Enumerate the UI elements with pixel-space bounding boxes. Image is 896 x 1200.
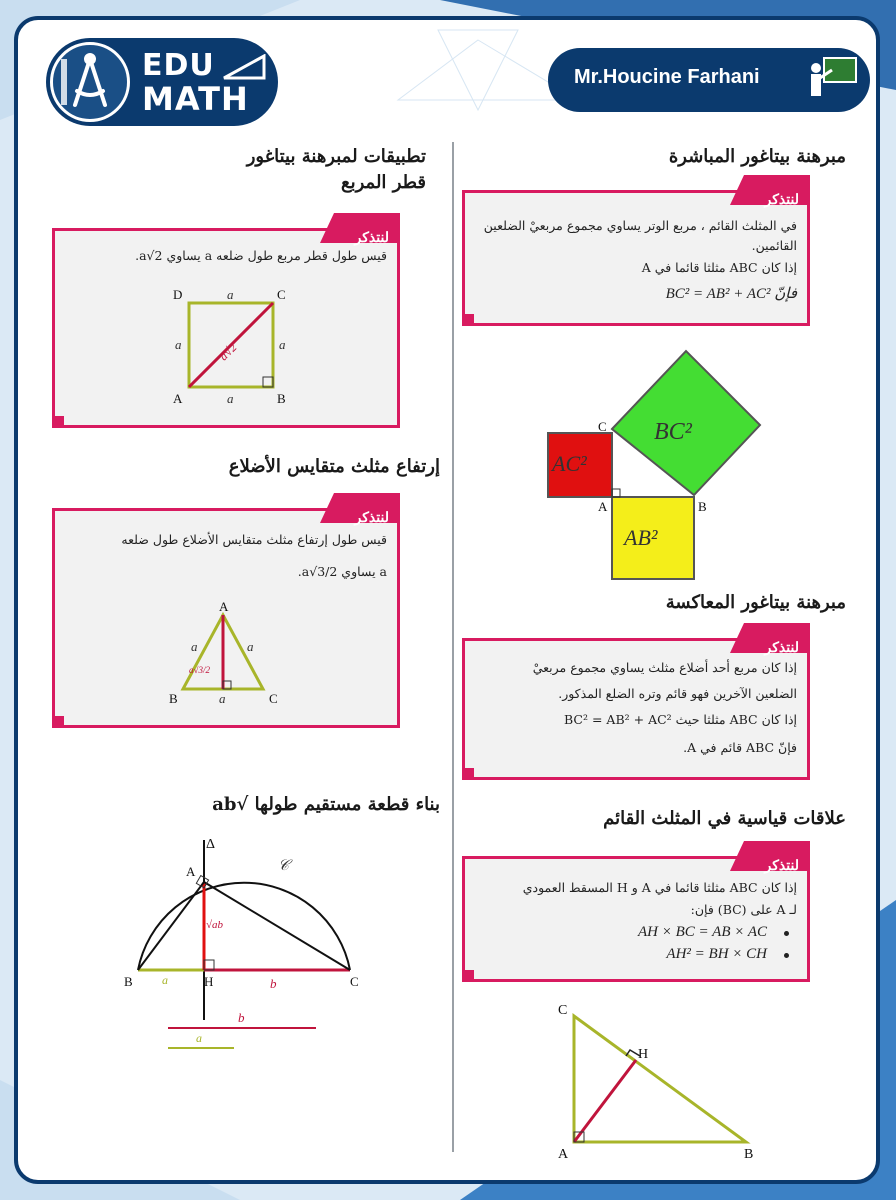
converse-pythagoras-title: مبرهنة بيتاغور المعاكسة <box>665 592 846 613</box>
label-ac2: AC² <box>552 451 587 476</box>
bullet <box>784 953 789 958</box>
vertex-d: D <box>173 287 183 302</box>
equilateral-triangle-figure <box>159 597 299 707</box>
card-formula-2: AH² = BH × CH <box>666 946 767 962</box>
label-ab2: AB² <box>624 525 658 550</box>
card-line-2: لـ A على (BC) فإن: <box>690 902 797 917</box>
side-label: a <box>227 391 234 405</box>
vertex-b: B <box>744 1147 754 1162</box>
vertex-b: B <box>124 974 133 989</box>
side-label: a <box>227 287 234 302</box>
vertex-c: C <box>598 419 607 434</box>
edu-math-logo <box>46 38 278 126</box>
card-formula-1: AH × BC = AB × AC <box>638 924 767 940</box>
equilateral-height-card <box>52 508 400 728</box>
card-corner <box>462 970 474 982</box>
label-bc2: BC² <box>654 419 692 445</box>
circle-label: 𝒞 <box>278 858 289 874</box>
reminder-tag-label: لنتذكر <box>764 192 799 208</box>
column-divider <box>452 142 454 1152</box>
given-a-label: a <box>196 1031 202 1045</box>
equilateral-height-title: إرتفاع مثلث متقايس الأضلاع <box>228 456 440 477</box>
author-badge <box>548 48 870 112</box>
sqrt-ab-construction-title: بناء قطعة مستقيم طولها √ab <box>212 794 440 815</box>
card-corner <box>462 314 474 326</box>
metric-relations-title: علاقات قياسية في المثلث القائم <box>603 808 846 829</box>
right-triangle-altitude-figure <box>550 996 790 1166</box>
vertex-a: A <box>558 1147 569 1162</box>
logo-text-edu: EDU <box>142 48 215 83</box>
teacher-board-icon <box>804 54 860 106</box>
card-corner <box>52 416 64 428</box>
side-label: a <box>175 337 182 352</box>
sqrt-ab-construction-figure <box>120 830 370 1060</box>
vertex-b: B <box>169 691 178 706</box>
card-line-1: إذا كان مربع أحد أضلاع مثلث يساوي مجموع مربعيْ <box>532 660 797 675</box>
logo-text-math: MATH <box>142 80 249 118</box>
vertex-b: B <box>277 391 286 405</box>
card-line-3: إذا كان ABC مثلثا حيث BC² = AB² + AC² <box>564 712 797 727</box>
vertex-a: A <box>186 864 196 879</box>
side-label: a <box>191 639 198 654</box>
vertex-c: C <box>269 691 278 706</box>
card-formula: فإنّ BC² = AB² + AC² <box>665 286 797 302</box>
sqrt-ab-label: √ab <box>206 919 224 931</box>
card-line-3: إذا كان ABC مثلثا قائما في A <box>641 260 797 275</box>
card-line-1: قيس طول قطر مربع طول ضلعه a يساوي a√2. <box>135 248 387 263</box>
diagonal-label: a√2 <box>216 340 240 364</box>
side-label: a <box>247 639 254 654</box>
square-diagonal-title: قطر المربع <box>341 172 426 193</box>
card-line-2: القائمين. <box>751 238 797 253</box>
segment-b-label: b <box>270 976 277 991</box>
vertex-c: C <box>350 974 359 989</box>
pythagoras-squares-figure <box>540 345 780 590</box>
card-corner <box>52 716 64 728</box>
reminder-tag-label: لنتذكر <box>354 230 389 246</box>
vertex-h: H <box>204 974 214 989</box>
vertex-c: C <box>558 1003 568 1018</box>
vertex-b: B <box>698 499 707 514</box>
vertex-a: A <box>598 499 608 514</box>
reminder-tag-label: لنتذكر <box>764 858 799 874</box>
card-line-4: فإنّ ABC قائم في A. <box>683 740 797 755</box>
reminder-tag-label: لنتذكر <box>764 640 799 656</box>
side-label: a <box>219 691 226 706</box>
vertex-a: A <box>219 599 229 614</box>
bullet <box>784 931 789 936</box>
card-line-1: إذا كان ABC مثلثا قائما في A و H المسقط العمودي <box>522 880 797 895</box>
square-figure <box>165 285 295 405</box>
card-line-2: الضلعين الآخرين فهو قائم وتره الضلع المذكور. <box>558 686 797 701</box>
vertex-a: A <box>173 391 183 405</box>
set-square-icon <box>222 54 266 80</box>
compass-logo-icon <box>50 42 130 122</box>
square-diagonal-card <box>52 228 400 428</box>
converse-pythagoras-card <box>462 638 810 780</box>
height-label: a√3/2 <box>189 665 210 675</box>
card-corner <box>462 768 474 780</box>
direct-pythagoras-title: مبرهنة بيتاغور المباشرة <box>668 146 846 167</box>
side-label: a <box>279 337 286 352</box>
card-line-1: في المثلث القائم ، مربع الوتر يساوي مجموع مربعيْ الضلعين <box>483 218 797 233</box>
card-line-2: a يساوي a√3/2. <box>297 564 387 579</box>
line-delta-label: Δ <box>206 837 216 852</box>
card-line-1: قيس طول إرتفاع مثلث متقايس الأضلاع طول ضلعه <box>121 532 387 547</box>
applications-title: تطبيقات لمبرهنة بيتاغور <box>246 146 426 167</box>
segment-a-label: a <box>162 973 168 987</box>
vertex-c: C <box>277 287 286 302</box>
metric-relations-card <box>462 856 810 982</box>
direct-pythagoras-card <box>462 190 810 326</box>
reminder-tag-label: لنتذكر <box>354 510 389 526</box>
given-b-label: b <box>238 1010 245 1025</box>
vertex-h: H <box>638 1047 649 1062</box>
author-name: Mr.Houcine Farhani <box>574 66 760 88</box>
